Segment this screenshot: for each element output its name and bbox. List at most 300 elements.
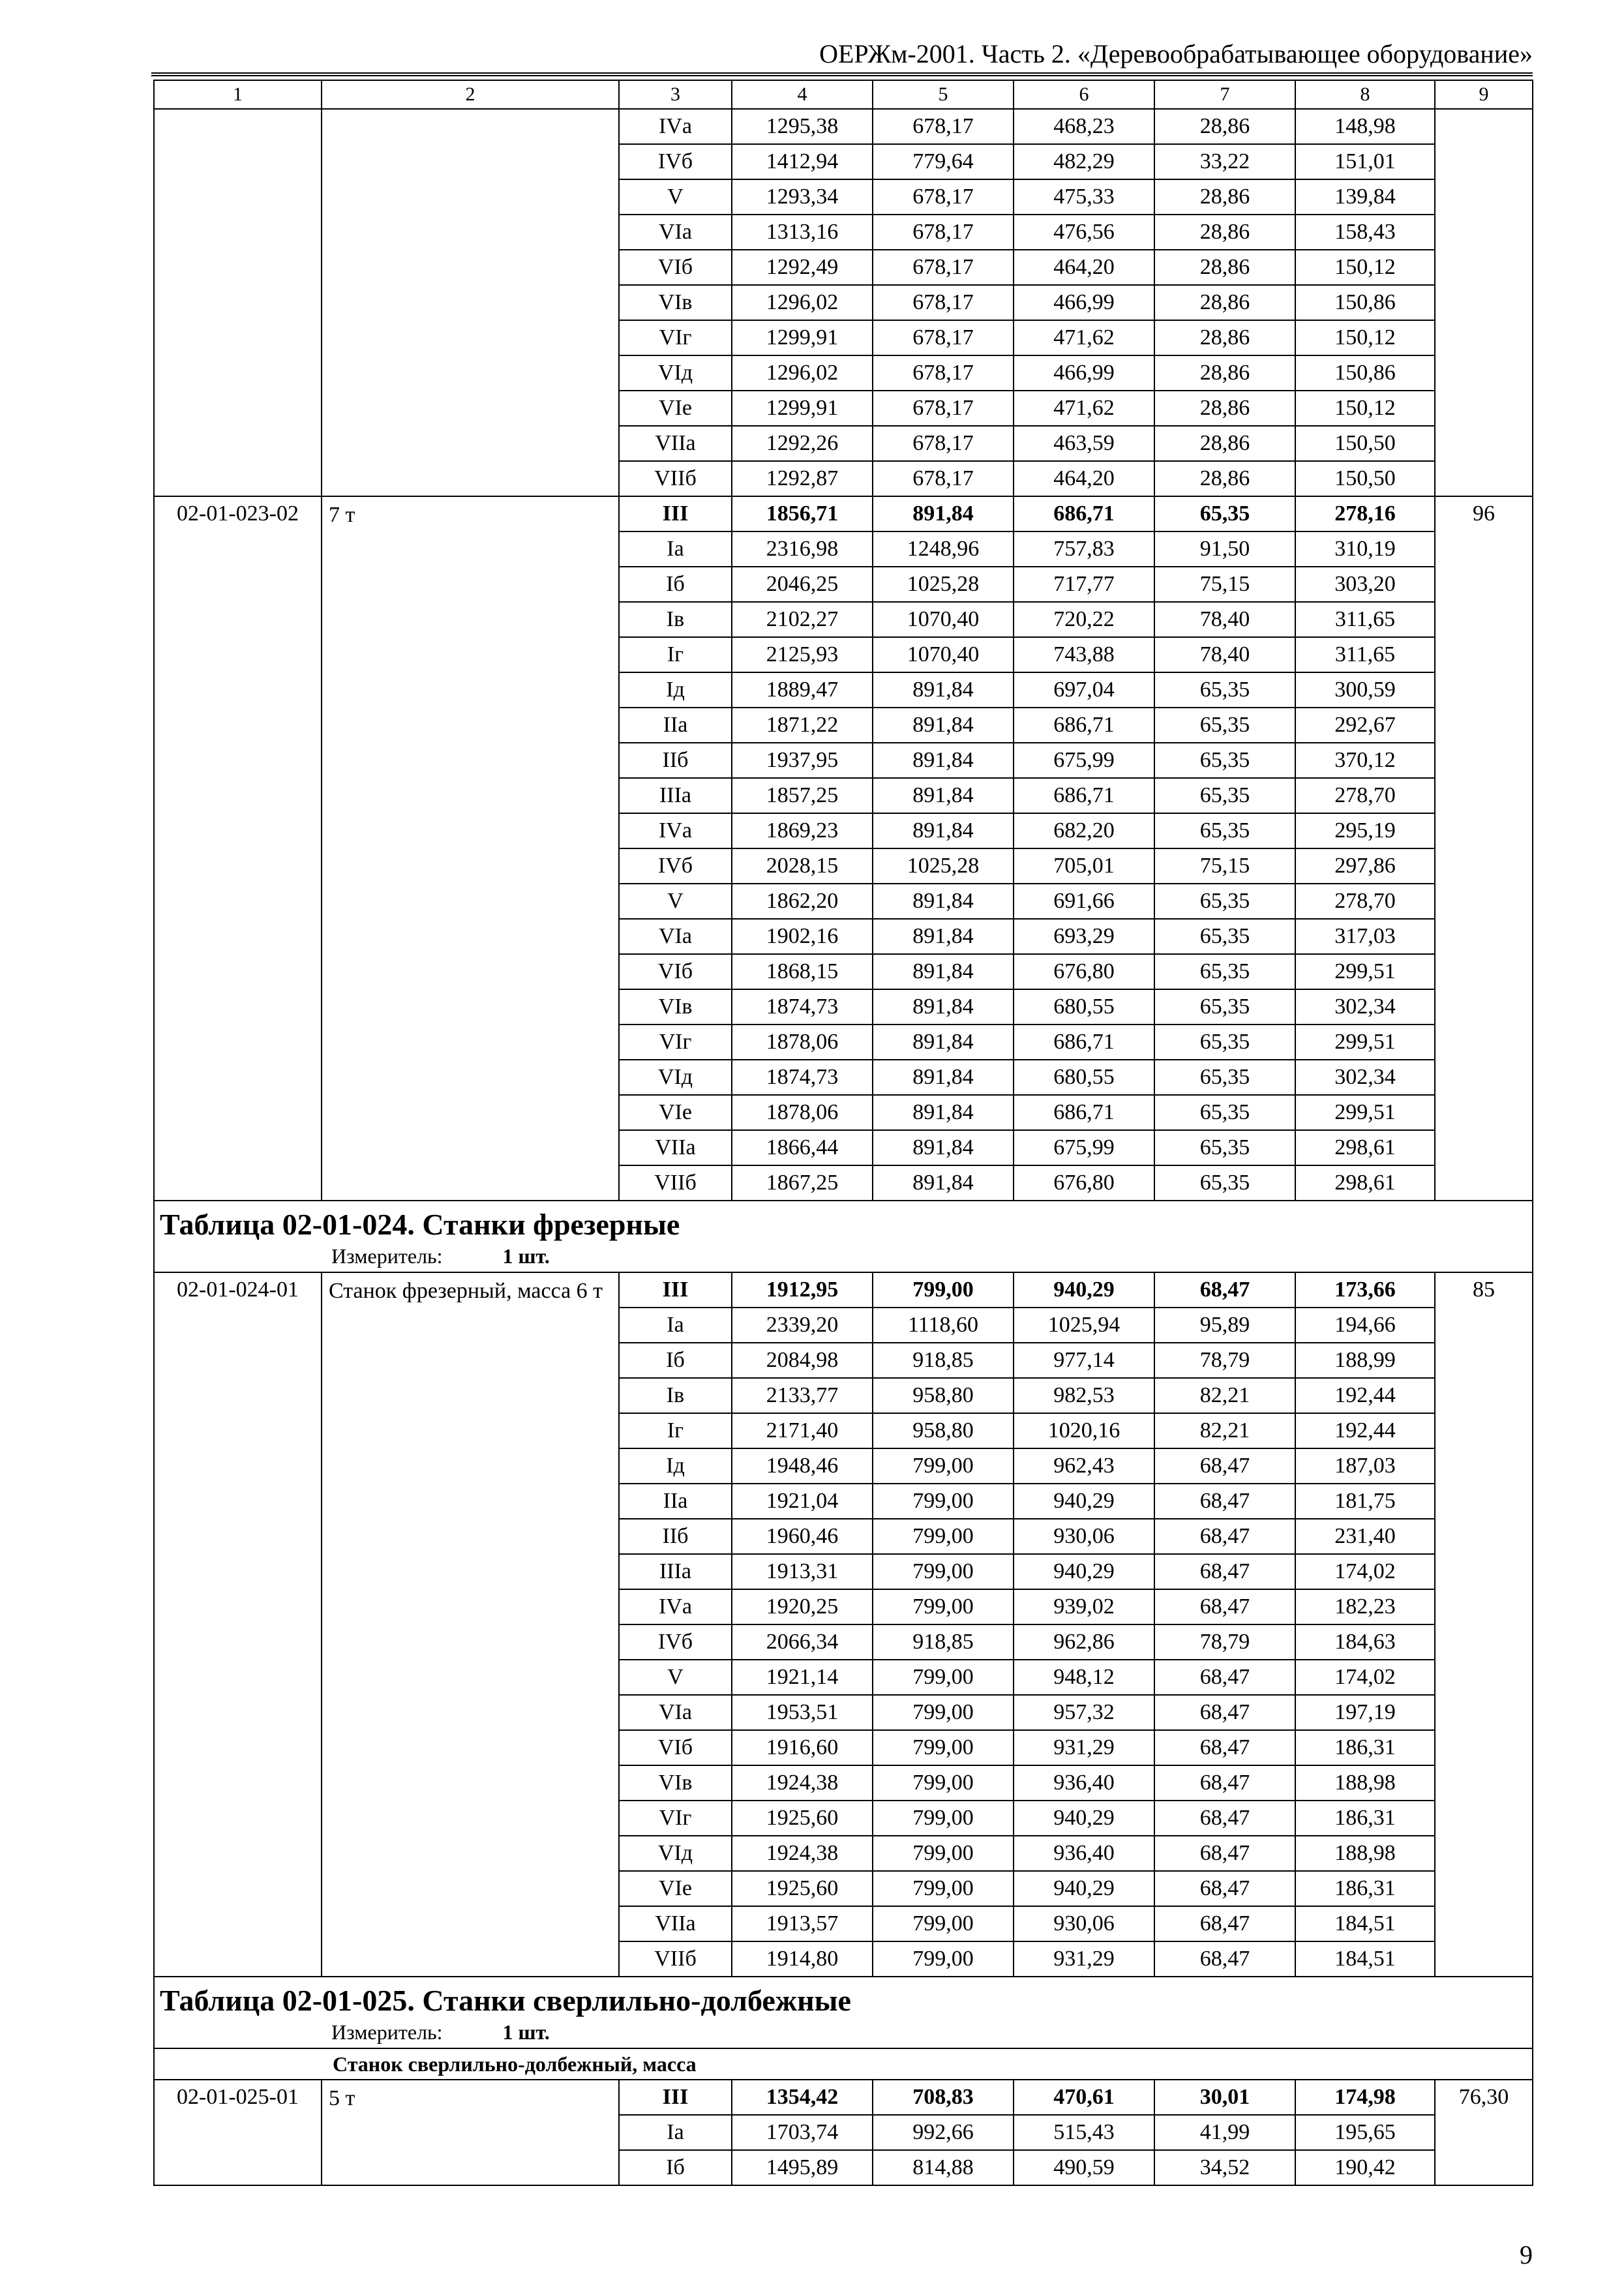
column-number-row — [154, 80, 1533, 109]
value-cell: 686,71 — [1014, 708, 1154, 743]
value-cell: 231,40 — [1295, 1519, 1435, 1554]
value-cell: 936,40 — [1014, 1765, 1154, 1801]
value-cell: 28,86 — [1154, 391, 1295, 426]
value-cell: 2084,98 — [732, 1343, 873, 1378]
column-number: 9 — [1435, 80, 1533, 109]
zone-cell: V — [619, 884, 732, 919]
value-cell: 28,86 — [1154, 250, 1295, 285]
value-cell: 678,17 — [873, 426, 1014, 461]
value-cell: 678,17 — [873, 320, 1014, 355]
value-cell: 1948,46 — [732, 1448, 873, 1484]
value-cell: 68,47 — [1154, 1484, 1295, 1519]
value-cell: 311,65 — [1295, 602, 1435, 637]
table-caption-row — [154, 1977, 1533, 2048]
value-cell: 65,35 — [1154, 496, 1295, 531]
value-cell: 1913,57 — [732, 1906, 873, 1941]
table-row — [154, 496, 1533, 531]
unit-label: Измеритель: — [331, 1244, 443, 1268]
value-cell: 1869,23 — [732, 813, 873, 848]
value-cell: 743,88 — [1014, 637, 1154, 672]
value-cell: 678,17 — [873, 285, 1014, 320]
value-cell: 68,47 — [1154, 1730, 1295, 1765]
zone-cell: VIа — [619, 215, 732, 250]
value-cell: 1912,95 — [732, 1272, 873, 1308]
value-cell: 68,47 — [1154, 1906, 1295, 1941]
zone-cell: VIв — [619, 285, 732, 320]
value-cell: 30,01 — [1154, 2080, 1295, 2115]
value-cell: 302,34 — [1295, 1060, 1435, 1095]
column-number: 1 — [154, 80, 322, 109]
table-title: Таблица 02-01-025. Станки сверлильно-долбежные — [160, 1984, 851, 2017]
value-cell: 799,00 — [873, 1660, 1014, 1695]
value-cell: 891,84 — [873, 1165, 1014, 1201]
zone-cell: Iв — [619, 602, 732, 637]
value-cell: 195,65 — [1295, 2115, 1435, 2150]
value-cell: 675,99 — [1014, 1130, 1154, 1165]
value-cell: 65,35 — [1154, 919, 1295, 954]
value-cell: 187,03 — [1295, 1448, 1435, 1484]
value-cell: 891,84 — [873, 813, 1014, 848]
item-name: 5 т — [322, 2080, 619, 2185]
value-cell: 1295,38 — [732, 109, 873, 144]
value-cell: 1866,44 — [732, 1130, 873, 1165]
zone-cell: V — [619, 1660, 732, 1695]
value-cell: 1924,38 — [732, 1765, 873, 1801]
value-cell: 1070,40 — [873, 637, 1014, 672]
value-cell: 936,40 — [1014, 1836, 1154, 1871]
value-cell: 1025,28 — [873, 567, 1014, 602]
value-cell: 2125,93 — [732, 637, 873, 672]
value-cell: 317,03 — [1295, 919, 1435, 954]
value-cell: 68,47 — [1154, 1519, 1295, 1554]
value-cell: 278,16 — [1295, 496, 1435, 531]
value-cell: 174,02 — [1295, 1660, 1435, 1695]
value-cell: 65,35 — [1154, 743, 1295, 778]
value-cell: 2046,25 — [732, 567, 873, 602]
zone-cell: VIг — [619, 1801, 732, 1836]
zone-cell: IIIа — [619, 778, 732, 813]
col9-value: 76,30 — [1435, 2080, 1533, 2185]
value-cell: 466,99 — [1014, 355, 1154, 391]
zone-cell: IVб — [619, 144, 732, 179]
value-cell: 678,17 — [873, 355, 1014, 391]
value-cell: 150,12 — [1295, 250, 1435, 285]
value-cell: 1354,42 — [732, 2080, 873, 2115]
zone-cell: III — [619, 2080, 732, 2115]
value-cell: 68,47 — [1154, 1589, 1295, 1624]
value-cell: 676,80 — [1014, 1165, 1154, 1201]
value-cell: 962,43 — [1014, 1448, 1154, 1484]
zone-cell: III — [619, 1272, 732, 1308]
value-cell: 799,00 — [873, 1484, 1014, 1519]
value-cell: 192,44 — [1295, 1413, 1435, 1448]
table-caption — [154, 1201, 1533, 1272]
zone-cell: Iб — [619, 2150, 732, 2185]
value-cell: 470,61 — [1014, 2080, 1154, 2115]
value-cell: 891,84 — [873, 672, 1014, 708]
value-cell: 962,86 — [1014, 1624, 1154, 1660]
value-cell: 678,17 — [873, 109, 1014, 144]
value-cell: 891,84 — [873, 884, 1014, 919]
value-cell: 150,86 — [1295, 285, 1435, 320]
value-cell: 2171,40 — [732, 1413, 873, 1448]
column-number: 6 — [1014, 80, 1154, 109]
zone-cell: III — [619, 496, 732, 531]
value-cell: 65,35 — [1154, 1060, 1295, 1095]
value-cell: 779,64 — [873, 144, 1014, 179]
value-cell: 34,52 — [1154, 2150, 1295, 2185]
zone-cell: Iг — [619, 1413, 732, 1448]
value-cell: 300,59 — [1295, 672, 1435, 708]
value-cell: 82,21 — [1154, 1413, 1295, 1448]
value-cell: 799,00 — [873, 1871, 1014, 1906]
value-cell: 1313,16 — [732, 215, 873, 250]
value-cell: 91,50 — [1154, 531, 1295, 567]
value-cell: 2316,98 — [732, 531, 873, 567]
value-cell: 1960,46 — [732, 1519, 873, 1554]
value-cell: 957,32 — [1014, 1695, 1154, 1730]
value-cell: 940,29 — [1014, 1554, 1154, 1589]
value-cell: 464,20 — [1014, 461, 1154, 496]
value-cell: 150,12 — [1295, 320, 1435, 355]
value-cell: 799,00 — [873, 1448, 1014, 1484]
item-code: 02-01-024-01 — [154, 1272, 322, 1977]
value-cell: 95,89 — [1154, 1308, 1295, 1343]
value-cell: 297,86 — [1295, 848, 1435, 884]
value-cell: 799,00 — [873, 1589, 1014, 1624]
value-cell: 1878,06 — [732, 1025, 873, 1060]
zone-cell: IIIа — [619, 1554, 732, 1589]
value-cell: 940,29 — [1014, 1272, 1154, 1308]
value-cell: 295,19 — [1295, 813, 1435, 848]
value-cell: 918,85 — [873, 1343, 1014, 1378]
zone-cell: IIб — [619, 1519, 732, 1554]
value-cell: 1857,25 — [732, 778, 873, 813]
value-cell: 940,29 — [1014, 1871, 1154, 1906]
value-cell: 65,35 — [1154, 954, 1295, 989]
value-cell: 182,23 — [1295, 1589, 1435, 1624]
value-cell: 799,00 — [873, 1695, 1014, 1730]
value-cell: 184,51 — [1295, 1941, 1435, 1977]
column-number: 4 — [732, 80, 873, 109]
value-cell: 1025,94 — [1014, 1308, 1154, 1343]
value-cell: 184,63 — [1295, 1624, 1435, 1660]
zone-cell: VIIа — [619, 426, 732, 461]
value-cell: 682,20 — [1014, 813, 1154, 848]
zone-cell: VIе — [619, 391, 732, 426]
value-cell: 931,29 — [1014, 1730, 1154, 1765]
value-cell: 148,98 — [1295, 109, 1435, 144]
value-cell: 678,17 — [873, 250, 1014, 285]
value-cell: 476,56 — [1014, 215, 1154, 250]
value-cell: 299,51 — [1295, 954, 1435, 989]
value-cell: 708,83 — [873, 2080, 1014, 2115]
value-cell: 697,04 — [1014, 672, 1154, 708]
value-cell: 977,14 — [1014, 1343, 1154, 1378]
zone-cell: IIб — [619, 743, 732, 778]
value-cell: 799,00 — [873, 1730, 1014, 1765]
column-number: 8 — [1295, 80, 1435, 109]
value-cell: 475,33 — [1014, 179, 1154, 215]
value-cell: 814,88 — [873, 2150, 1014, 2185]
zone-cell: VIв — [619, 1765, 732, 1801]
value-cell: 68,47 — [1154, 1941, 1295, 1977]
value-cell: 65,35 — [1154, 708, 1295, 743]
value-cell: 302,34 — [1295, 989, 1435, 1025]
value-cell: 940,29 — [1014, 1484, 1154, 1519]
rates-table — [153, 80, 1533, 2186]
zone-cell: Iд — [619, 1448, 732, 1484]
value-cell: 68,47 — [1154, 1801, 1295, 1836]
value-cell: 28,86 — [1154, 285, 1295, 320]
value-cell: 931,29 — [1014, 1941, 1154, 1977]
zone-cell: VIе — [619, 1095, 732, 1130]
value-cell: 678,17 — [873, 215, 1014, 250]
value-cell: 1871,22 — [732, 708, 873, 743]
value-cell: 799,00 — [873, 1519, 1014, 1554]
value-cell: 680,55 — [1014, 989, 1154, 1025]
machine-subheading: Станок сверлильно-долбежный, масса — [154, 2048, 1533, 2080]
value-cell: 150,50 — [1295, 426, 1435, 461]
value-cell: 65,35 — [1154, 884, 1295, 919]
value-cell: 799,00 — [873, 1554, 1014, 1589]
value-cell: 2339,20 — [732, 1308, 873, 1343]
value-cell: 65,35 — [1154, 778, 1295, 813]
value-cell: 891,84 — [873, 743, 1014, 778]
value-cell: 891,84 — [873, 1095, 1014, 1130]
value-cell: 463,59 — [1014, 426, 1154, 461]
page-number: 9 — [1520, 2240, 1533, 2269]
zone-cell: VIа — [619, 919, 732, 954]
value-cell: 28,86 — [1154, 179, 1295, 215]
value-cell: 1856,71 — [732, 496, 873, 531]
value-cell: 2066,34 — [732, 1624, 873, 1660]
value-cell: 1299,91 — [732, 391, 873, 426]
zone-cell: Iг — [619, 637, 732, 672]
value-cell: 1025,28 — [873, 848, 1014, 884]
value-cell: 299,51 — [1295, 1095, 1435, 1130]
zone-cell: VIд — [619, 1836, 732, 1871]
value-cell: 150,50 — [1295, 461, 1435, 496]
value-cell: 298,61 — [1295, 1130, 1435, 1165]
value-cell: 992,66 — [873, 2115, 1014, 2150]
unit-value: 1 шт. — [502, 2020, 550, 2044]
value-cell: 799,00 — [873, 1801, 1014, 1836]
value-cell: 1874,73 — [732, 989, 873, 1025]
value-cell: 799,00 — [873, 1765, 1014, 1801]
zone-cell: VIе — [619, 1871, 732, 1906]
value-cell: 68,47 — [1154, 1660, 1295, 1695]
value-cell: 186,31 — [1295, 1801, 1435, 1836]
value-cell: 468,23 — [1014, 109, 1154, 144]
value-cell: 1902,16 — [732, 919, 873, 954]
col9-value: 85 — [1435, 1272, 1533, 1977]
value-cell: 65,35 — [1154, 672, 1295, 708]
value-cell: 311,65 — [1295, 637, 1435, 672]
value-cell: 1495,89 — [732, 2150, 873, 2185]
value-cell: 799,00 — [873, 1941, 1014, 1977]
value-cell: 686,71 — [1014, 778, 1154, 813]
value-cell: 68,47 — [1154, 1695, 1295, 1730]
column-number: 2 — [322, 80, 619, 109]
value-cell: 1925,60 — [732, 1801, 873, 1836]
zone-cell: IIа — [619, 708, 732, 743]
value-cell: 2133,77 — [732, 1378, 873, 1413]
value-cell: 891,84 — [873, 1060, 1014, 1095]
zone-cell: VIIб — [619, 461, 732, 496]
value-cell: 1874,73 — [732, 1060, 873, 1095]
value-cell: 298,61 — [1295, 1165, 1435, 1201]
zone-cell: VIд — [619, 355, 732, 391]
value-cell: 930,06 — [1014, 1519, 1154, 1554]
table-row — [154, 109, 1533, 144]
value-cell: 1070,40 — [873, 602, 1014, 637]
column-number: 5 — [873, 80, 1014, 109]
value-cell: 958,80 — [873, 1413, 1014, 1448]
value-cell: 1118,60 — [873, 1308, 1014, 1343]
zone-cell: VIб — [619, 250, 732, 285]
value-cell: 891,84 — [873, 1025, 1014, 1060]
value-cell: 68,47 — [1154, 1554, 1295, 1589]
value-cell: 678,17 — [873, 461, 1014, 496]
col9-value — [1435, 109, 1533, 496]
value-cell: 68,47 — [1154, 1272, 1295, 1308]
unit-line — [160, 2019, 1526, 2045]
value-cell: 939,02 — [1014, 1589, 1154, 1624]
value-cell: 28,86 — [1154, 320, 1295, 355]
value-cell: 686,71 — [1014, 496, 1154, 531]
value-cell: 1248,96 — [873, 531, 1014, 567]
value-cell: 982,53 — [1014, 1378, 1154, 1413]
item-code: 02-01-023-02 — [154, 496, 322, 1201]
value-cell: 150,12 — [1295, 391, 1435, 426]
value-cell: 675,99 — [1014, 743, 1154, 778]
value-cell: 173,66 — [1295, 1272, 1435, 1308]
value-cell: 1703,74 — [732, 2115, 873, 2150]
value-cell: 184,51 — [1295, 1906, 1435, 1941]
value-cell: 68,47 — [1154, 1765, 1295, 1801]
zone-cell: IVб — [619, 1624, 732, 1660]
value-cell: 139,84 — [1295, 179, 1435, 215]
running-header: ОЕРЖм-2001. Часть 2. «Деревообрабатывающее оборудование» — [819, 39, 1533, 68]
value-cell: 65,35 — [1154, 1130, 1295, 1165]
value-cell: 678,17 — [873, 179, 1014, 215]
value-cell: 188,98 — [1295, 1765, 1435, 1801]
value-cell: 891,84 — [873, 708, 1014, 743]
value-cell: 799,00 — [873, 1272, 1014, 1308]
value-cell: 194,66 — [1295, 1308, 1435, 1343]
value-cell: 2102,27 — [732, 602, 873, 637]
value-cell: 1921,04 — [732, 1484, 873, 1519]
value-cell: 515,43 — [1014, 2115, 1154, 2150]
zone-cell: VIг — [619, 320, 732, 355]
value-cell: 471,62 — [1014, 391, 1154, 426]
value-cell: 292,67 — [1295, 708, 1435, 743]
value-cell: 78,40 — [1154, 602, 1295, 637]
zone-cell: VIа — [619, 1695, 732, 1730]
value-cell: 78,40 — [1154, 637, 1295, 672]
value-cell: 466,99 — [1014, 285, 1154, 320]
value-cell: 1862,20 — [732, 884, 873, 919]
value-cell: 930,06 — [1014, 1906, 1154, 1941]
zone-cell: IVб — [619, 848, 732, 884]
value-cell: 82,21 — [1154, 1378, 1295, 1413]
zone-cell: VIIб — [619, 1165, 732, 1201]
value-cell: 471,62 — [1014, 320, 1154, 355]
unit-label: Измеритель: — [331, 2020, 443, 2044]
value-cell: 174,98 — [1295, 2080, 1435, 2115]
value-cell: 1925,60 — [732, 1871, 873, 1906]
value-cell: 33,22 — [1154, 144, 1295, 179]
table-caption-row — [154, 1201, 1533, 1272]
value-cell: 891,84 — [873, 1130, 1014, 1165]
value-cell: 1412,94 — [732, 144, 873, 179]
zone-cell: Iа — [619, 2115, 732, 2150]
zone-cell: VIг — [619, 1025, 732, 1060]
value-cell: 720,22 — [1014, 602, 1154, 637]
value-cell: 686,71 — [1014, 1095, 1154, 1130]
value-cell: 370,12 — [1295, 743, 1435, 778]
value-cell: 188,99 — [1295, 1343, 1435, 1378]
value-cell: 28,86 — [1154, 109, 1295, 144]
zone-cell: VIб — [619, 954, 732, 989]
value-cell: 464,20 — [1014, 250, 1154, 285]
zone-cell: VIд — [619, 1060, 732, 1095]
value-cell: 1867,25 — [732, 1165, 873, 1201]
zone-cell: Iд — [619, 672, 732, 708]
header-double-rule — [151, 72, 1533, 76]
value-cell: 68,47 — [1154, 1448, 1295, 1484]
value-cell: 197,19 — [1295, 1695, 1435, 1730]
zone-cell: VIIа — [619, 1130, 732, 1165]
value-cell: 678,17 — [873, 391, 1014, 426]
zone-cell: V — [619, 179, 732, 215]
zone-cell: Iа — [619, 1308, 732, 1343]
zone-cell: Iб — [619, 1343, 732, 1378]
value-cell: 68,47 — [1154, 1836, 1295, 1871]
value-cell: 1296,02 — [732, 285, 873, 320]
item-code — [154, 109, 322, 496]
value-cell: 891,84 — [873, 778, 1014, 813]
zone-cell: Iв — [619, 1378, 732, 1413]
value-cell: 68,47 — [1154, 1871, 1295, 1906]
value-cell: 299,51 — [1295, 1025, 1435, 1060]
value-cell: 891,84 — [873, 954, 1014, 989]
value-cell: 799,00 — [873, 1906, 1014, 1941]
value-cell: 186,31 — [1295, 1730, 1435, 1765]
item-name — [322, 109, 619, 496]
value-cell: 192,44 — [1295, 1378, 1435, 1413]
value-cell: 158,43 — [1295, 215, 1435, 250]
value-cell: 41,99 — [1154, 2115, 1295, 2150]
value-cell: 310,19 — [1295, 531, 1435, 567]
value-cell: 1293,34 — [732, 179, 873, 215]
col9-value: 96 — [1435, 496, 1533, 1201]
value-cell: 918,85 — [873, 1624, 1014, 1660]
rates-table-body — [154, 80, 1533, 2185]
value-cell: 1868,15 — [732, 954, 873, 989]
zone-cell: IVа — [619, 1589, 732, 1624]
value-cell: 2028,15 — [732, 848, 873, 884]
value-cell: 891,84 — [873, 919, 1014, 954]
value-cell: 1924,38 — [732, 1836, 873, 1871]
value-cell: 940,29 — [1014, 1801, 1154, 1836]
value-cell: 278,70 — [1295, 778, 1435, 813]
value-cell: 1921,14 — [732, 1660, 873, 1695]
zone-cell: IVа — [619, 109, 732, 144]
value-cell: 958,80 — [873, 1378, 1014, 1413]
value-cell: 1296,02 — [732, 355, 873, 391]
